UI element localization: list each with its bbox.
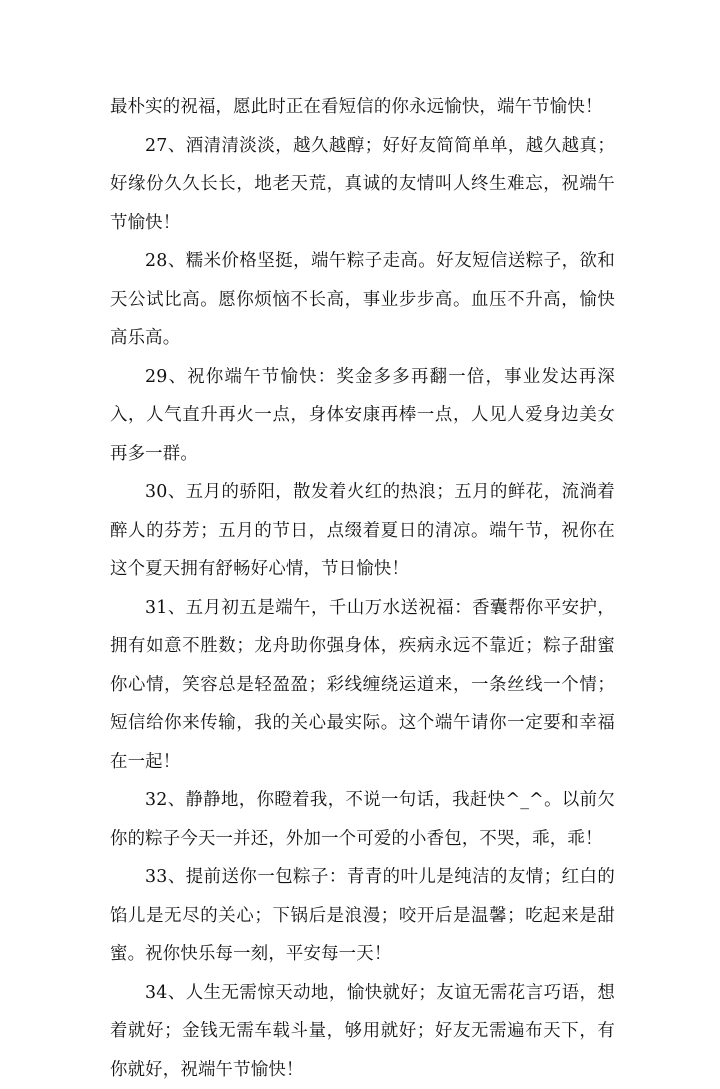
paragraph-29: 29、祝你端午节愉快：奖金多多再翻一倍，事业发达再深入，人气直升再火一点，身体安康再棒一点，人见人爱身边美女再多一群。 (110, 358, 615, 474)
paragraph-31: 31、五月初五是端午，千山万水送祝福：香囊帮你平安护，拥有如意不胜数；龙舟助你强身体，疾病永远不靠近；粽子甜蜜你心情，笑容总是轻盈盈；彩线缠绕运道来，一条丝线一个情；短信给你来传输，我的关心最实际。这个端午请你一定要和幸福在一起！ (110, 589, 615, 782)
document-page (110, 88, 615, 1089)
paragraph-intro: 最朴实的祝福，愿此时正在看短信的你永远愉快，端午节愉快！ (110, 88, 615, 127)
paragraph-30: 30、五月的骄阳，散发着火红的热浪；五月的鲜花，流淌着醉人的芬芳；五月的节日，点缀着夏日的清凉。端午节，祝你在这个夏天拥有舒畅好心情，节日愉快！ (110, 473, 615, 589)
paragraph-32: 32、静静地，你瞪着我，不说一句话，我赶快^_^。以前欠你的粽子今天一并还，外加一个可爱的小香包，不哭，乖，乖！ (110, 781, 615, 858)
paragraph-34: 34、人生无需惊天动地，愉快就好；友谊无需花言巧语，想着就好；金钱无需车载斗量，够用就好；好友无需遍布天下，有你就好，祝端午节愉快！ (110, 974, 615, 1089)
paragraph-33: 33、提前送你一包粽子：青青的叶儿是纯洁的友情；红白的馅儿是无尽的关心；下锅后是浪漫；咬开后是温馨；吃起来是甜蜜。祝你快乐每一刻，平安每一天！ (110, 858, 615, 974)
paragraph-27: 27、酒清清淡淡，越久越醇；好好友简简单单，越久越真；好缘份久久长长，地老天荒，真诚的友情叫人终生难忘，祝端午节愉快！ (110, 127, 615, 243)
paragraph-28: 28、糯米价格坚挺，端午粽子走高。好友短信送粽子，欲和天公试比高。愿你烦恼不长高，事业步步高。血压不升高，愉快高乐高。 (110, 242, 615, 358)
